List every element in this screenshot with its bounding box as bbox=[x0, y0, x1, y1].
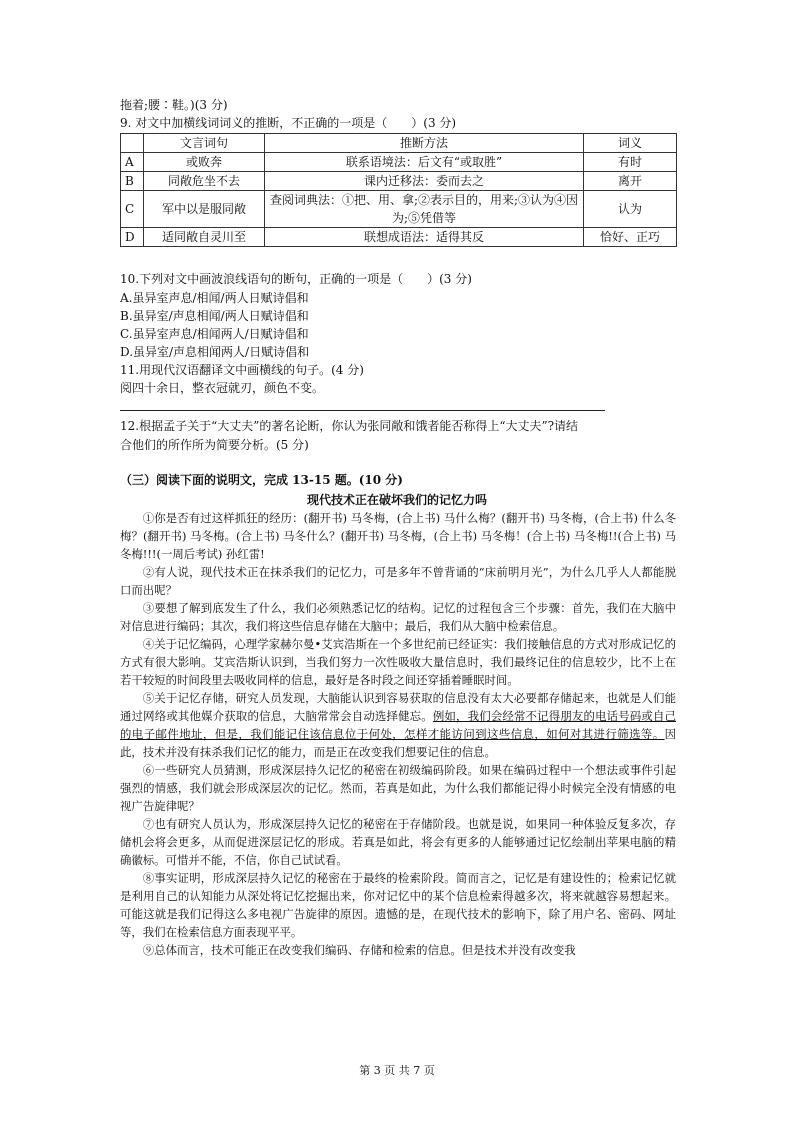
option-letter: D bbox=[121, 228, 144, 247]
meaning-cell: 离开 bbox=[584, 172, 677, 191]
paragraph-5 bbox=[120, 689, 676, 761]
paragraph-5-lead: ⑤关于记忆存储，研究人员发现，大脑能认识到容易获取的信息没有太大必要都存储起来，也就是人们能通过网络或其他媒介获取的信息，大脑常常会自动选择健忘。 bbox=[120, 691, 676, 723]
paragraph-7: ⑦也有研究人员认为，形成深层持久记忆的秘密在于存储阶段。也就是说，如果同一种体验反复多次，存储机会将会更多，从而促进深层记忆的形成。若真是如此，将会有更多的人能够通过记忆绘制出苹果电脑的精确徽标。可惜并不能，不信，你自己试试看。 bbox=[120, 817, 676, 867]
table-row bbox=[121, 153, 677, 172]
q9-prompt: 9. 对文中加横线词词义的推断，不正确的一项是（ ）(3 分) bbox=[120, 116, 457, 130]
table-header-cell: 文言词句 bbox=[144, 134, 265, 153]
answer-line bbox=[120, 410, 605, 411]
table-row bbox=[121, 172, 677, 191]
q12-line-1: 12.根据孟子关于“大丈夫”的著名论断，你认为张同敞和饿者能否称得上“大丈夫”?请结 bbox=[120, 419, 579, 433]
paragraph-3: ③要想了解到底发生了什么，我们必须熟悉记忆的结构。记忆的过程包含三个步骤：首先，我们在大脑中对信息进行编码；其次，我们将这些信息存储在大脑中；最后，我们从大脑中检索信息。 bbox=[120, 601, 676, 633]
phrase-cell: 同敞危坐不去 bbox=[144, 172, 265, 191]
paragraph-9: ⑨总体而言，技术可能正在改变我们编码、存储和检索的信息。但是技术并没有改变我 bbox=[142, 943, 576, 957]
method-cell: 联系语境法：后文有“或取胜” bbox=[265, 153, 584, 172]
paragraph-4: ④关于记忆编码，心理学家赫尔曼•艾宾浩斯在一个多世纪前已经证实：我们接触信息的方式对形成记忆的方式有很大影响。艾宾浩斯认识到，当我们努力一次性吸收大量信息时，我们最终记住的信息较少，比不上在若干较短的时间段里去吸收同样的信息，最好是各时段之间还穿插着睡眠时间。 bbox=[120, 637, 676, 687]
page-footer: 第 3 页 共 7 页 bbox=[359, 1064, 435, 1077]
q10-option-c: C.虽异室声息/相闻两人/日赋诗倡和 bbox=[120, 327, 309, 341]
q10-option-d: D.虽异室/声息相闻两人/日赋诗倡和 bbox=[120, 345, 310, 359]
q11-prompt: 11.用现代汉语翻译文中画横线的句子。(4 分) bbox=[120, 363, 364, 377]
table-header-row bbox=[121, 134, 677, 153]
meaning-cell: 认为 bbox=[584, 191, 677, 228]
meaning-cell: 有时 bbox=[584, 153, 677, 172]
method-cell: 查阅词典法：①把、用、拿;②表示目的，用来;③认为④因为;⑤凭借等 bbox=[265, 191, 584, 228]
phrase-cell: 适同敞自灵川至 bbox=[144, 228, 265, 247]
q9-table bbox=[120, 133, 677, 247]
phrase-cell: 军中以是服同敞 bbox=[144, 191, 265, 228]
option-letter: C bbox=[121, 191, 144, 228]
method-cell: 联想成语法：适得其反 bbox=[265, 228, 584, 247]
method-cell: 课内迁移法：委而去之 bbox=[265, 172, 584, 191]
option-letter: A bbox=[121, 153, 144, 172]
q12-line-2: 合他们的所作所为简要分析。(5 分) bbox=[120, 438, 309, 452]
table-row bbox=[121, 191, 677, 228]
table-row bbox=[121, 228, 677, 247]
phrase-cell: 或败奔 bbox=[144, 153, 265, 172]
table-header-cell: 词义 bbox=[584, 134, 677, 153]
q10-prompt: 10.下列对文中画波浪线语句的断句，正确的一项是（ ）(3 分) bbox=[120, 272, 472, 286]
underlined-sentence: 例如，我们会经常不记得朋友的电话号码或自己的电子邮件地址，但是，我们能记住该信息位于何处，怎样才能访问到这些信息，如何对其进行筛选等。 bbox=[120, 709, 676, 741]
passage-title: 现代技术正在破坏我们的记忆力吗 bbox=[306, 493, 487, 507]
table-header-cell bbox=[121, 134, 144, 153]
paragraph-2: ②有人说，现代技术正在抹杀我们的记忆力，可是多年不曾背诵的“床前明月光”，为什么几乎人人都能脱口而出呢？ bbox=[120, 565, 676, 597]
meaning-cell: 恰好、正巧 bbox=[584, 228, 677, 247]
paragraph-1: ①你是否有过这样抓狂的经历：(翻开书) 马冬梅，(合上书) 马什么梅？(翻开书) 马冬梅，(合上书) 什么冬梅？(翻开书) 马冬梅。(合上书) 马冬什么？(翻开书) 马冬梅，(合上书) 马冬梅！(合上书) 马冬梅!!(合上书) 马冬梅!!!(一周后考试) 孙红雷! bbox=[120, 511, 676, 561]
paragraph-8: ⑧事实证明，形成深层持久记忆的秘密在于最终的检索阶段。简而言之，记忆是有建设性的；检索记忆就是利用自己的认知能力从深处将记忆挖掘出来，你对记忆中的某个信息检索得越多次，将来就越容易想起来。可能这就是我们记得这么多电视广告旋律的原因。遗憾的是，在现代技术的影响下，除了用户名、密码、网址等，我们在检索信息方面表现平平。 bbox=[120, 871, 676, 939]
section-heading: （三）阅读下面的说明文，完成 13-15 题。(10 分) bbox=[120, 473, 403, 487]
q10-option-a: A.虽异室声息/相闻/两人日赋诗倡和 bbox=[120, 291, 309, 305]
q10-option-b: B.虽异室/声息相闻/两人日赋诗倡和 bbox=[120, 309, 309, 323]
option-letter: B bbox=[121, 172, 144, 191]
paragraph-5-tail: 因此，技术并没有抹杀我们记忆的能力，而是正在改变我们想要记住的信息。 bbox=[120, 727, 676, 759]
paragraph-6: ⑥一些研究人员猜测，形成深层持久记忆的秘密在初级编码阶段。如果在编码过程中一个想法或事件引起强烈的情感，我们就会形成深层次的记忆。然而，若真是如此，为什么我们都能记得小时候完全没有情感的电视广告旋律呢？ bbox=[120, 763, 676, 813]
table-header-cell: 推断方法 bbox=[265, 134, 584, 153]
q8-answer-tail: 拖着;腰∶鞋。)(3 分) bbox=[120, 98, 228, 112]
passage-body bbox=[120, 509, 676, 959]
q11-sentence: 阅四十余日，整衣冠就刃，颜色不变。 bbox=[120, 381, 325, 395]
